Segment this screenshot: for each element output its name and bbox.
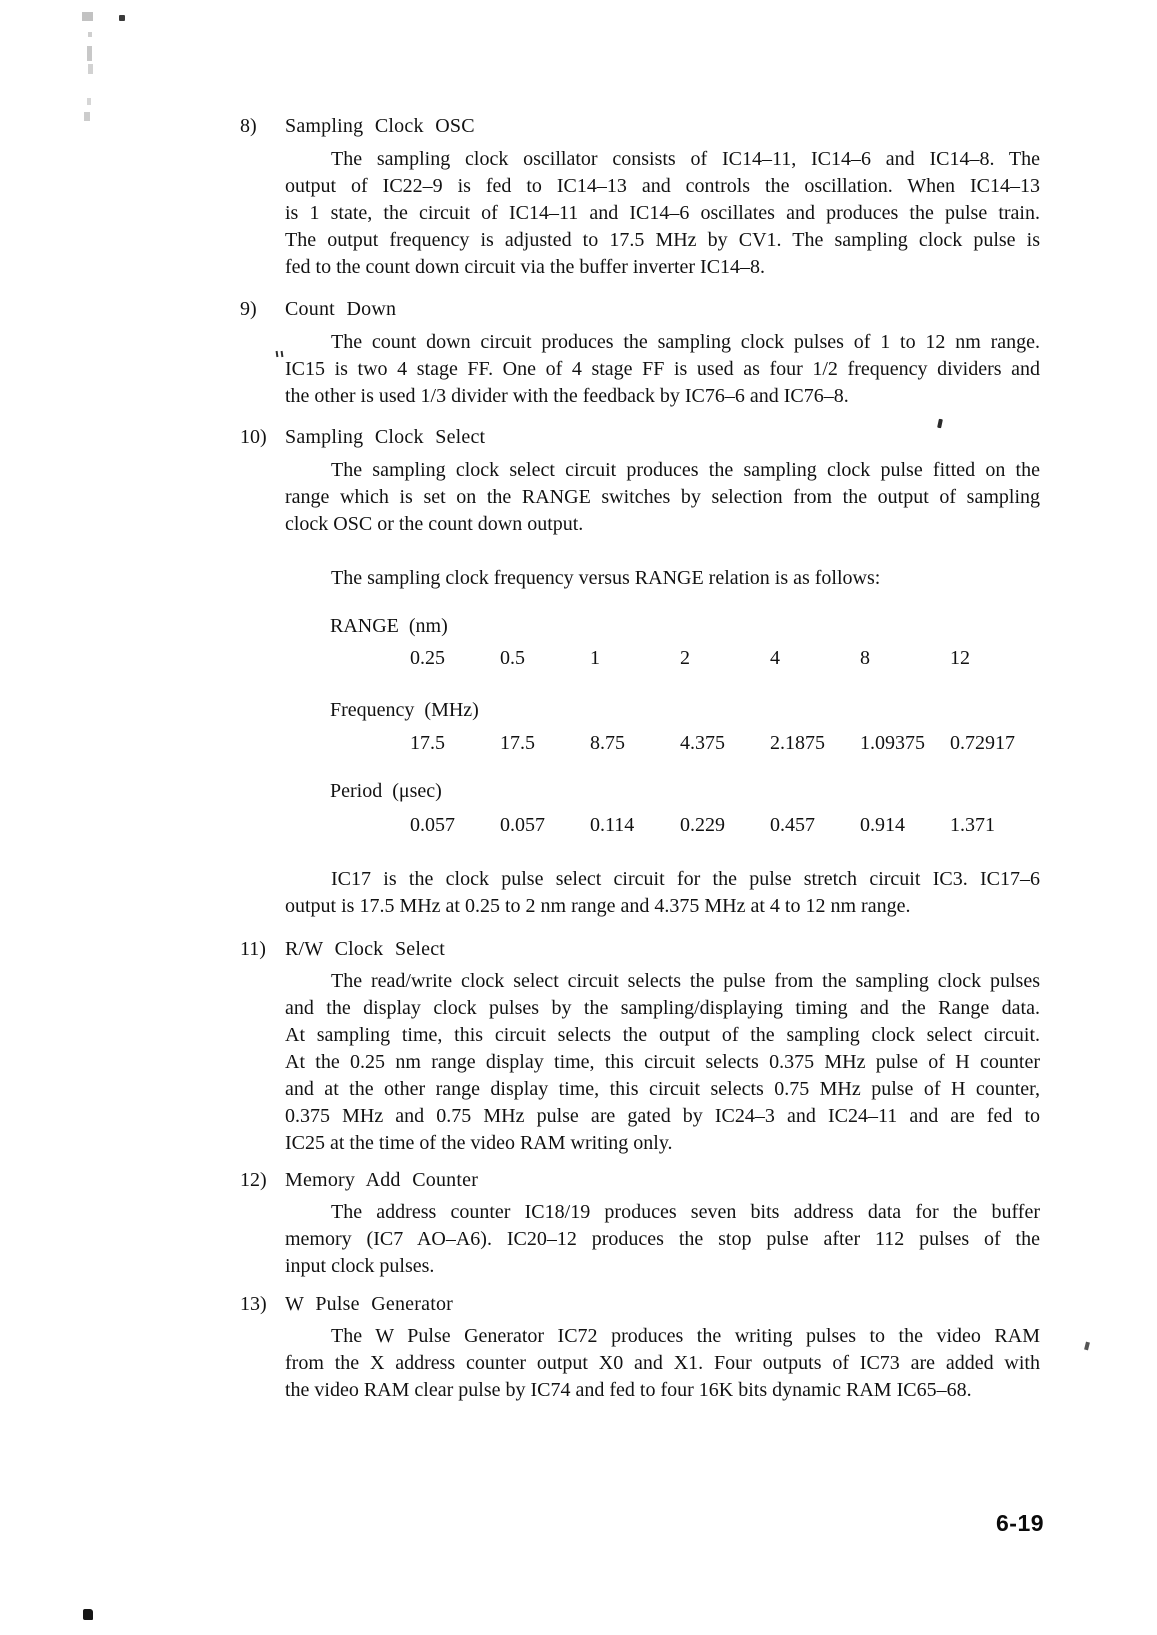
table-cell: 0.914 [860,814,905,836]
text-line: the other is used 1/3 divider with the feedback by IC76–6 and IC76–8. [285,385,849,407]
section-heading-11 [240,936,1050,963]
ic17-note-paragraph [285,866,1040,920]
table-cell: 12 [950,647,970,669]
text-line: is 1 state, the circuit of IC14–11 and IC14–6 oscillates and produces the pulse train. [285,202,1040,224]
text-line: The sampling clock select circuit produces the sampling clock pulse fitted on the [331,459,1040,481]
text-line: The W Pulse Generator IC72 produces the writing pulses to the video RAM [331,1325,1040,1347]
text-line: At sampling time, this circuit selects the output of the sampling clock select circuit. [285,1024,1040,1046]
table-cell: 1.371 [950,814,995,836]
text-line: and at the other range display time, this circuit selects 0.75 MHz pulse of H counter, [285,1078,1040,1100]
range-frequency-table [285,613,1040,839]
text-line [285,356,1040,383]
text-line: from the X address counter output X0 and X1. Four outputs of IC73 are added with [285,1352,1040,1374]
section-heading-12 [240,1167,1050,1194]
table-cell: 2.1875 [770,732,825,754]
table-cell: 17.5 [410,732,445,754]
table-row-frequency-values [410,730,1040,757]
text-line: The read/write clock select circuit selects the pulse from the sampling clock pulses [331,970,1040,992]
section-title: Sampling Clock Select [285,426,486,448]
section-number: 10) [240,426,267,448]
text-line: The address counter IC18/19 produces seven bits address data for the buffer [331,1201,1040,1223]
text-line: At the 0.25 nm range display time, this circuit selects 0.375 MHz pulse of H counter [285,1051,1040,1073]
table-cell: 0.25 [410,647,445,669]
text-line: and the display clock pulses by the sampling/displaying timing and the Range data. [285,997,1040,1019]
text-line: The output frequency is adjusted to 17.5 MHz by CV1. The sampling clock pulse is [285,229,1040,251]
scan-artifact [87,46,92,61]
section-11-paragraph [285,968,1040,1157]
section-title: W Pulse Generator [285,1293,454,1315]
section-10-paragraph [285,457,1040,538]
scan-artifact [87,98,91,105]
page-number: 6-19 [996,1510,1045,1536]
text-line: The count down circuit produces the sampling clock pulses of 1 to 12 nm range. [331,331,1040,353]
text-line: input clock pulses. [285,1255,435,1277]
section-number: 8) [240,115,257,137]
text-line: clock OSC or the count down output. [285,513,584,535]
text-line: The sampling clock frequency versus RANGE relation is as follows: [331,567,881,589]
text-line: output of IC22–9 is fed to IC14–13 and controls the oscillation. When IC14–13 [285,175,1040,197]
section-13-paragraph [285,1323,1040,1404]
table-row-period-values [410,812,1040,839]
table-cell: 0.457 [770,814,815,836]
table-cell: 2 [680,647,690,669]
section-heading-9 [240,296,1050,323]
table-cell: 8 [860,647,870,669]
table-cell: 0.5 [500,647,525,669]
table-cell: 0.057 [500,814,545,836]
section-heading-8 [240,113,1050,140]
scan-artifact [88,32,92,37]
page-content [240,0,1050,1404]
table-cell: 17.5 [500,732,535,754]
table-cell: 0.057 [410,814,455,836]
section-title: Memory Add Counter [285,1169,479,1191]
table-cell: 1 [590,647,600,669]
text-line: 0.375 MHz and 0.75 MHz pulse are gated by IC24–3 and IC24–11 and are fed to [285,1105,1040,1127]
section-heading-13 [240,1291,1050,1318]
table-row-label-range: RANGE (nm) [330,615,448,637]
scan-artifact [82,12,93,21]
text-line: fed to the count down circuit via the buffer inverter IC14–8. [285,256,766,278]
section-9-paragraph [285,329,1040,410]
table-intro [285,565,1040,592]
table-cell: 1.09375 [860,732,925,754]
section-heading-10 [240,424,1050,451]
scan-artifact [88,64,93,74]
section-number: 9) [240,298,257,320]
text-line: IC17 is the clock pulse select circuit for the pulse stretch circuit IC3. IC17–6 [331,868,1040,890]
table-cell: 8.75 [590,732,625,754]
text-line: IC25 at the time of the video RAM writing only. [285,1132,673,1154]
scan-artifact [119,15,125,21]
text-line: output is 17.5 MHz at 0.25 to 2 nm range and 4.375 MHz at 4 to 12 nm range. [285,895,911,917]
section-number: 11) [240,938,266,960]
table-cell: 0.229 [680,814,725,836]
section-8-paragraph [285,146,1040,281]
table-row-label-period: Period (μsec) [330,780,442,802]
scan-artifact [83,1609,93,1620]
table-cell: 0.114 [590,814,635,836]
section-12-paragraph [285,1199,1040,1280]
section-number: 13) [240,1293,267,1315]
text-line: IC15 is two 4 stage FF. One of 4 stage FF is used as four 1/2 frequency dividers and [285,358,1040,380]
table-cell: 4.375 [680,732,725,754]
table-row-label-frequency: Frequency (MHz) [330,699,479,721]
scan-artifact [1084,1342,1090,1351]
section-title: Count Down [285,298,397,320]
table-row-range-values [410,645,1040,672]
section-number: 12) [240,1169,267,1191]
table-cell: 4 [770,647,780,669]
section-title: R/W Clock Select [285,938,446,960]
text-line: The sampling clock oscillator consists of IC14–11, IC14–6 and IC14–8. The [331,148,1040,170]
text-line: range which is set on the RANGE switches by selection from the output of sampling [285,486,1040,508]
scan-artifact [84,112,90,121]
section-title: Sampling Clock OSC [285,115,475,137]
text-line: the video RAM clear pulse by IC74 and fed to four 16K bits dynamic RAM IC65–68. [285,1379,972,1401]
table-cell: 0.72917 [950,732,1015,754]
text-line: memory (IC7 AO–A6). IC20–12 produces the stop pulse after 112 pulses of the [285,1228,1040,1250]
